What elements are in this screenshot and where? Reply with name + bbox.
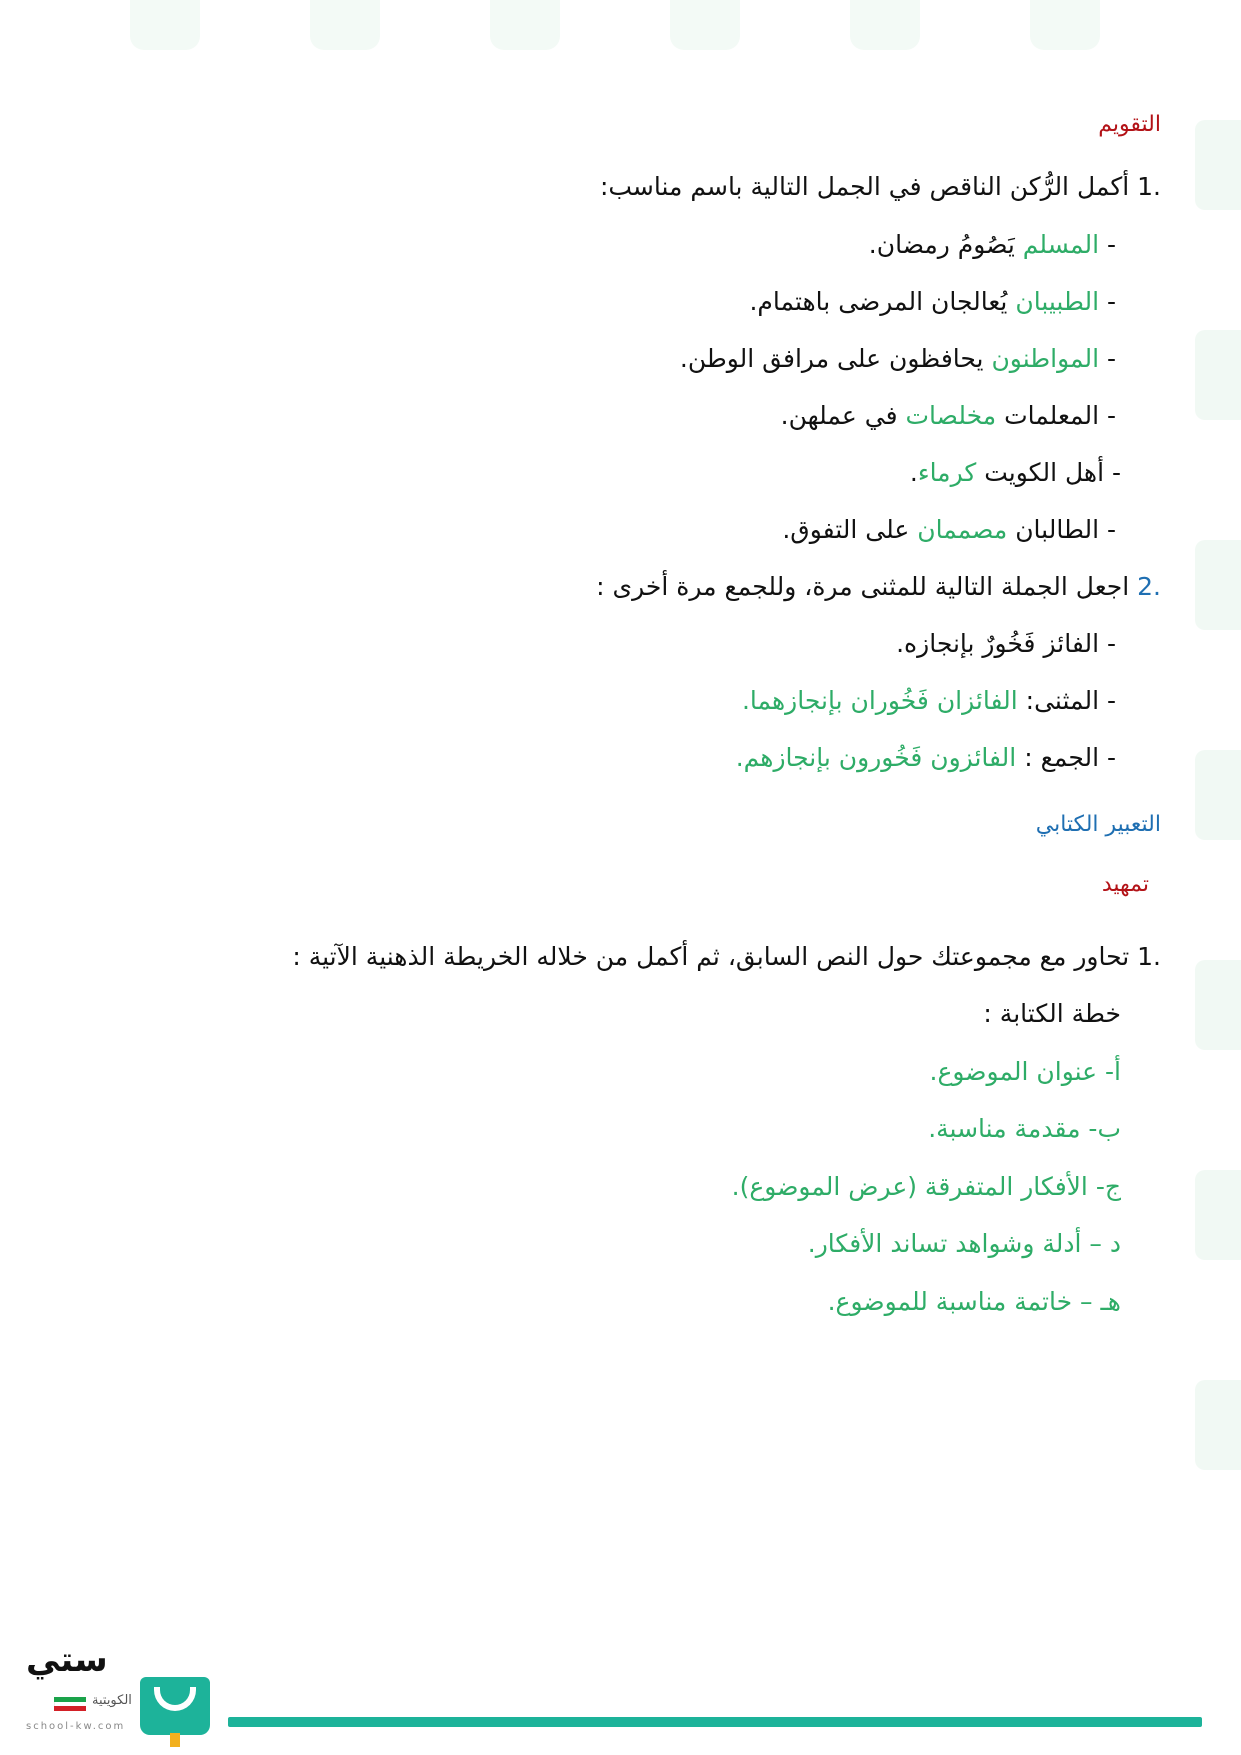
kuwait-flag-icon <box>54 1697 86 1711</box>
q1-item-answer: مخلصات <box>905 401 997 430</box>
q1-item-prefix: - <box>1099 230 1116 259</box>
q1-item-answer: المواطنون <box>991 344 1100 373</box>
watermark-top-6 <box>1030 0 1100 50</box>
question-3-prompt: تحاور مع مجموعتك حول النص السابق، ثم أكمل من خلاله الخريطة الذهنية الآتية : <box>292 942 1130 971</box>
watermark-right-1 <box>1195 120 1241 210</box>
watermark-right-5 <box>1195 960 1241 1050</box>
school-logo-icon <box>140 1677 210 1735</box>
watermark-right-7 <box>1195 1380 1241 1470</box>
writing-plan-item-1: أ- عنوان الموضوع. <box>929 1057 1121 1086</box>
question-3-number: .1 <box>1137 942 1161 971</box>
logo-subtitle: الكويتية <box>92 1693 132 1708</box>
logo-wordmark: ستي <box>26 1640 108 1680</box>
q1-item-2 <box>749 285 1116 319</box>
question-1-number: .1 <box>1137 172 1161 201</box>
section-title-evaluation: التقويم <box>1098 112 1161 137</box>
writing-plan-item-4: د – أدلة وشواهد تساند الأفكار. <box>807 1229 1121 1258</box>
q2-dual-answer: الفائزان فَخُوران بإنجازهما. <box>741 686 1018 715</box>
q1-item-prefix: - <box>1099 287 1116 316</box>
q1-item-prefix: - الطالبان <box>1007 515 1116 544</box>
q1-item-answer: المسلم <box>1022 230 1100 259</box>
question-1 <box>600 170 1161 204</box>
watermark-top-4 <box>670 0 740 50</box>
q1-item-answer: كرماء <box>917 458 977 487</box>
writing-plan-item-2: ب- مقدمة مناسبة. <box>928 1114 1121 1143</box>
q1-item-3 <box>680 342 1116 376</box>
q2-sentence: - الفائز فَخُورٌ بإنجازه. <box>896 629 1116 658</box>
q1-item-prefix: - <box>1099 344 1116 373</box>
section-title-writing: التعبير الكتابي <box>1035 812 1161 837</box>
watermark-right-6 <box>1195 1170 1241 1260</box>
q1-item-rest: . <box>909 458 918 487</box>
q1-item-rest: في عملهن. <box>780 401 906 430</box>
q1-item-prefix: - المعلمات <box>996 401 1116 430</box>
question-2-number: .2 <box>1137 572 1161 601</box>
q1-item-rest: يحافظون على مرافق الوطن. <box>679 344 992 373</box>
q1-item-6 <box>782 513 1116 547</box>
question-3 <box>292 940 1161 974</box>
q2-plural <box>736 741 1116 775</box>
q1-item-5 <box>910 456 1121 490</box>
q2-plural-answer: الفائزون فَخُورون بإنجازهم. <box>735 743 1017 772</box>
q1-item-rest: يَصُومُ رمضان. <box>868 230 1023 259</box>
watermark-right-4 <box>1195 750 1241 840</box>
watermark-top-3 <box>490 0 560 50</box>
watermark-top-2 <box>310 0 380 50</box>
watermark-top-1 <box>130 0 200 50</box>
q2-dual-label: - المثنى: <box>1017 686 1116 715</box>
q1-item-rest: يُعالجان المرضى باهتمام. <box>749 287 1016 316</box>
q1-item-answer: الطبيبان <box>1015 287 1100 316</box>
writing-plan-title: خطة الكتابة : <box>983 999 1121 1028</box>
q1-item-rest: على التفوق. <box>782 515 918 544</box>
section-title-intro: تمهيد <box>1101 872 1149 897</box>
watermark-top-5 <box>850 0 920 50</box>
question-1-prompt: أكمل الرُّكن الناقص في الجمل التالية باسم مناسب: <box>599 172 1130 201</box>
q2-plural-label: - الجمع : <box>1016 743 1116 772</box>
question-2 <box>596 570 1161 604</box>
writing-plan-item-3: ج- الأفكار المتفرقة (عرض الموضوع). <box>731 1172 1121 1201</box>
footer-url: school-kw.com <box>26 1721 126 1732</box>
q1-item-4 <box>781 399 1116 433</box>
writing-plan-item-5: هـ – خاتمة مناسبة للموضوع. <box>827 1287 1121 1316</box>
watermark-right-2 <box>1195 330 1241 420</box>
q2-dual <box>742 684 1116 718</box>
q1-item-prefix: - أهل الكويت <box>976 458 1121 487</box>
q1-item-answer: مصممان <box>917 515 1008 544</box>
watermark-right-3 <box>1195 540 1241 630</box>
footer-divider <box>228 1717 1202 1727</box>
q1-item-1 <box>869 228 1116 262</box>
question-2-prompt: اجعل الجملة التالية للمثنى مرة، وللجمع مرة أخرى : <box>596 572 1130 601</box>
